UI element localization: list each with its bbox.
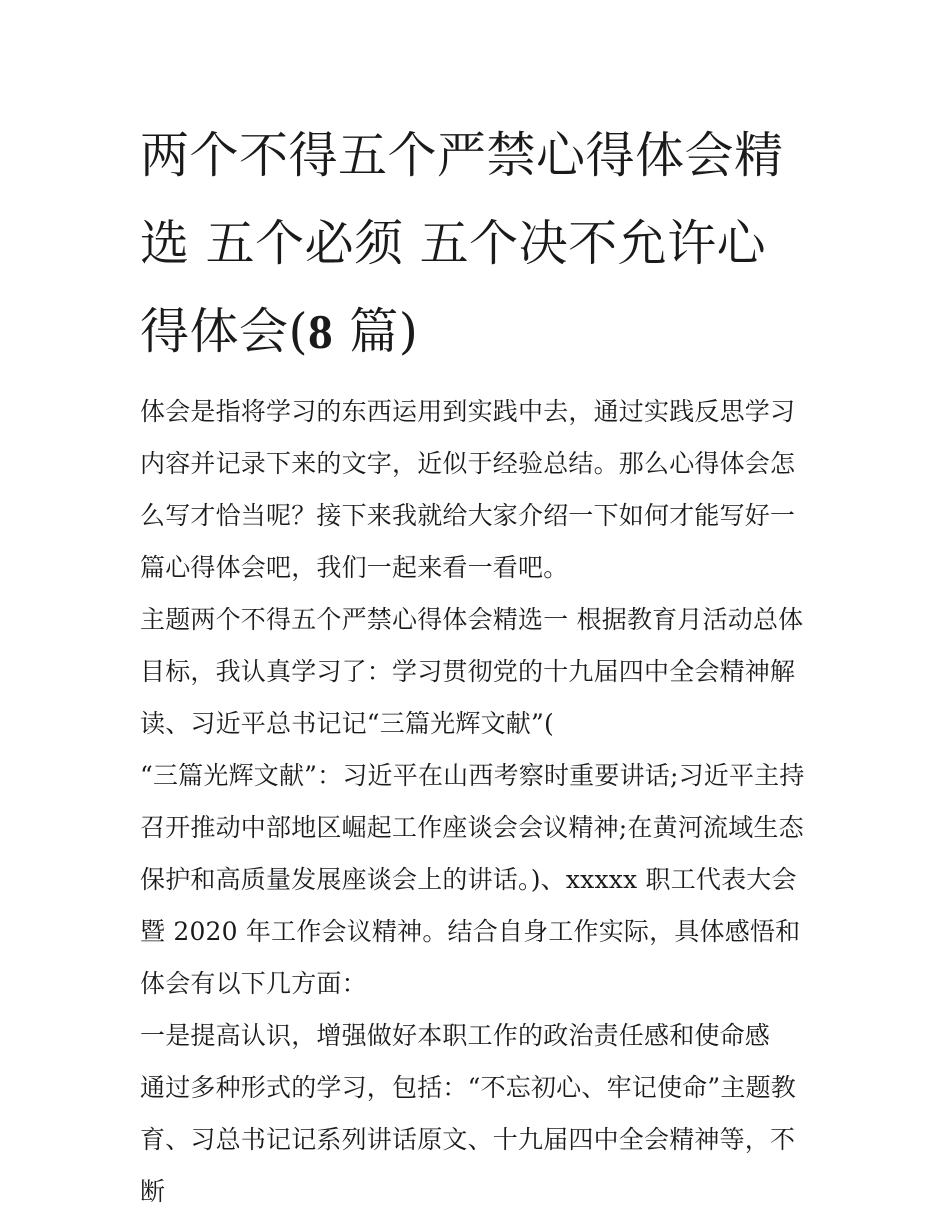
intro-paragraph: 体会是指将学习的东西运用到实践中去，通过实践反思学习内容并记录下来的文字，近似于经验总结。那么心得体会怎么写才恰当呢？接下来我就给大家介绍一下如何才能写好一篇心得体会吧，我们一起来看一看吧。 [140, 397, 796, 582]
title-line-3-suffix: 篇) [333, 303, 419, 360]
body-paragraph-1: 主题两个不得五个严禁心得体会精选一 根据教育月活动总体目标，我认真学习了：学习贯彻党的十九届四中全会精神解读、习近平总书记记“三篇光辉文献”( [140, 605, 804, 738]
section-heading-1: 一是提高认识，增强做好本职工作的政治责任感和使命感 [140, 1021, 771, 1050]
body-paragraph-2: “三篇光辉文献”：习近平在山西考察时重要讲话;习近平主持召开推动中部地区崛起工作座谈会会议精神;在黄河流域生态保护和高质量发展座谈会上的讲话。)、xxxxx 职工代表大会暨 2020 年工作会议精神。结合自身工作实际，具体感悟和体会有以下几方面： [140, 761, 805, 998]
title-line-3-prefix: 得体会( [140, 303, 309, 360]
title-line-1: 两个不得五个严禁心得体会精 [140, 127, 784, 184]
body-paragraph-3: 通过多种形式的学习，包括：“不忘初心、牢记使命”主题教育、习总书记记系列讲话原文、十九届四中全会精神等，不断 [140, 1073, 796, 1206]
document-page [140, 112, 815, 1218]
title-line-2: 选 五个必须 五个决不允许心 [140, 215, 767, 272]
document-title [140, 112, 815, 376]
title-line-3-number: 8 [308, 304, 334, 359]
